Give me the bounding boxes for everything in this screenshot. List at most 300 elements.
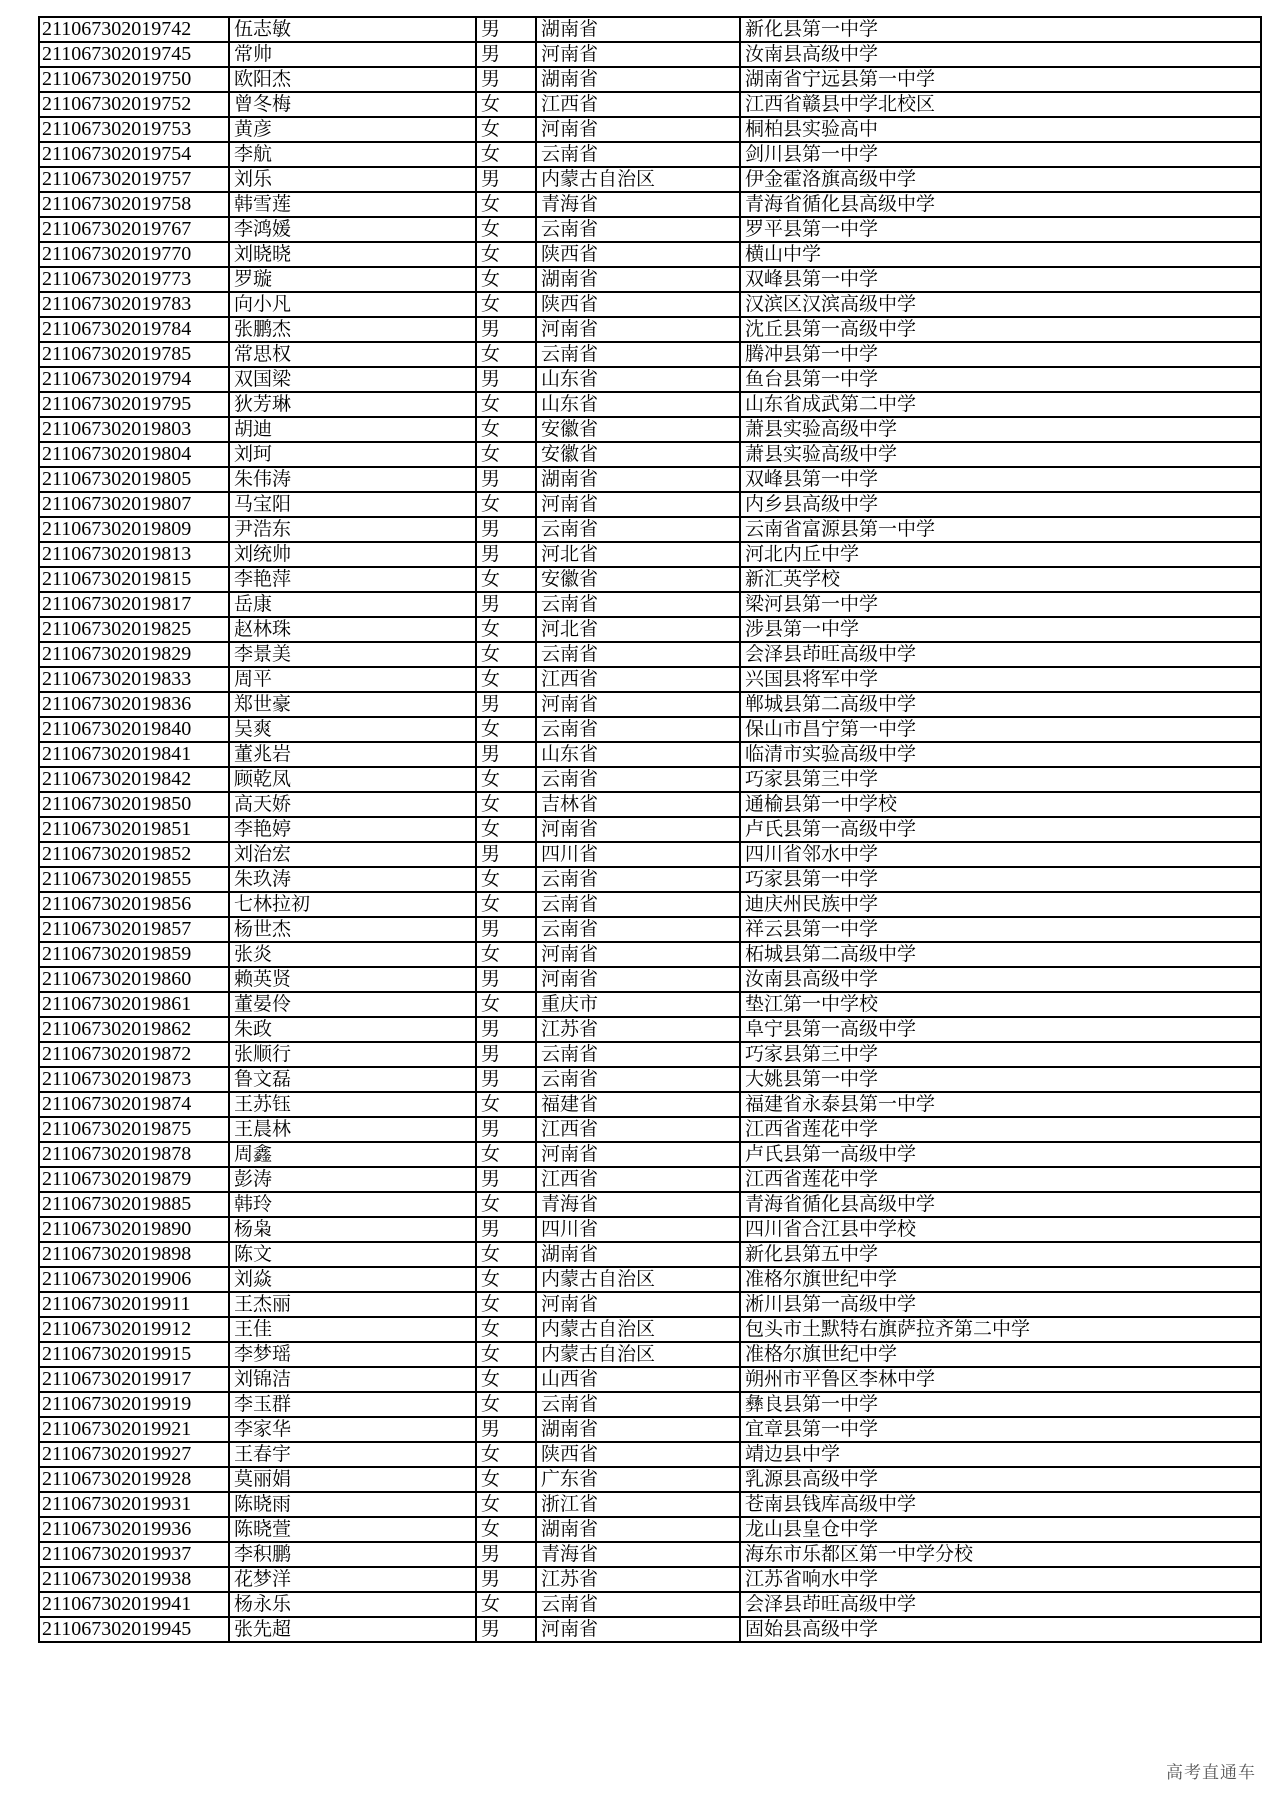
table-row [39,42,1261,67]
candidate-id-cell: 211067302019842 [39,767,229,792]
table-row [39,667,1261,692]
province-cell: 河南省 [536,817,740,842]
province-cell: 内蒙古自治区 [536,1267,740,1292]
province-cell: 河南省 [536,117,740,142]
table-row [39,1142,1261,1167]
candidate-id-cell: 211067302019937 [39,1542,229,1567]
school-cell: 保山市昌宁第一中学 [740,717,1261,742]
student-name-cell: 常思权 [229,342,476,367]
roster-body [39,17,1261,1642]
province-cell: 河南省 [536,967,740,992]
school-cell: 新化县第一中学 [740,17,1261,42]
table-row [39,467,1261,492]
gender-cell: 女 [476,1467,536,1492]
gender-cell: 女 [476,892,536,917]
gender-cell: 女 [476,142,536,167]
gender-cell: 女 [476,1292,536,1317]
province-cell: 云南省 [536,1392,740,1417]
table-row [39,817,1261,842]
table-row [39,1042,1261,1067]
candidate-id-cell: 211067302019855 [39,867,229,892]
gender-cell: 男 [476,67,536,92]
province-cell: 云南省 [536,867,740,892]
gender-cell: 女 [476,1142,536,1167]
gender-cell: 男 [476,42,536,67]
gender-cell: 男 [476,1217,536,1242]
candidate-id-cell: 211067302019773 [39,267,229,292]
candidate-id-cell: 211067302019785 [39,342,229,367]
gender-cell: 女 [476,867,536,892]
student-name-cell: 李积鹏 [229,1542,476,1567]
gender-cell: 女 [476,1342,536,1367]
student-name-cell: 李梦瑶 [229,1342,476,1367]
gender-cell: 男 [476,1017,536,1042]
candidate-id-cell: 211067302019804 [39,442,229,467]
gender-cell: 男 [476,842,536,867]
table-row [39,92,1261,117]
province-cell: 内蒙古自治区 [536,1317,740,1342]
gender-cell: 女 [476,1392,536,1417]
gender-cell: 女 [476,567,536,592]
province-cell: 云南省 [536,642,740,667]
province-cell: 江苏省 [536,1567,740,1592]
province-cell: 河北省 [536,542,740,567]
candidate-id-cell: 211067302019752 [39,92,229,117]
school-cell: 会泽县茚旺高级中学 [740,1592,1261,1617]
student-name-cell: 董晏伶 [229,992,476,1017]
student-name-cell: 高天娇 [229,792,476,817]
province-cell: 云南省 [536,917,740,942]
table-row [39,1342,1261,1367]
school-cell: 垫江第一中学校 [740,992,1261,1017]
student-name-cell: 陈文 [229,1242,476,1267]
province-cell: 江西省 [536,667,740,692]
candidate-id-cell: 211067302019852 [39,842,229,867]
province-cell: 湖南省 [536,67,740,92]
gender-cell: 女 [476,617,536,642]
student-name-cell: 莫丽娟 [229,1467,476,1492]
table-row [39,867,1261,892]
table-row [39,1217,1261,1242]
province-cell: 云南省 [536,717,740,742]
candidate-id-cell: 211067302019885 [39,1192,229,1217]
gender-cell: 男 [476,517,536,542]
province-cell: 云南省 [536,142,740,167]
province-cell: 河南省 [536,317,740,342]
student-name-cell: 李艳萍 [229,567,476,592]
candidate-id-cell: 211067302019745 [39,42,229,67]
candidate-id-cell: 211067302019936 [39,1517,229,1542]
school-cell: 江西省莲花中学 [740,1117,1261,1142]
table-row [39,1417,1261,1442]
table-row [39,292,1261,317]
candidate-id-cell: 211067302019915 [39,1342,229,1367]
table-row [39,1517,1261,1542]
province-cell: 河南省 [536,1292,740,1317]
gender-cell: 女 [476,1492,536,1517]
student-name-cell: 张先超 [229,1617,476,1642]
province-cell: 江苏省 [536,1017,740,1042]
school-cell: 宜章县第一中学 [740,1417,1261,1442]
gender-cell: 男 [476,467,536,492]
school-cell: 双峰县第一中学 [740,267,1261,292]
gender-cell: 女 [476,1517,536,1542]
province-cell: 江西省 [536,1117,740,1142]
school-cell: 河北内丘中学 [740,542,1261,567]
school-cell: 罗平县第一中学 [740,217,1261,242]
table-row [39,742,1261,767]
province-cell: 青海省 [536,1542,740,1567]
table-row [39,1542,1261,1567]
table-row [39,117,1261,142]
school-cell: 郸城县第二高级中学 [740,692,1261,717]
student-name-cell: 李景美 [229,642,476,667]
candidate-id-cell: 211067302019878 [39,1142,229,1167]
province-cell: 四川省 [536,1217,740,1242]
student-name-cell: 尹浩东 [229,517,476,542]
province-cell: 陕西省 [536,1442,740,1467]
school-cell: 伊金霍洛旗高级中学 [740,167,1261,192]
province-cell: 云南省 [536,1592,740,1617]
student-name-cell: 郑世豪 [229,692,476,717]
province-cell: 内蒙古自治区 [536,167,740,192]
candidate-id-cell: 211067302019815 [39,567,229,592]
candidate-id-cell: 211067302019851 [39,817,229,842]
student-name-cell: 黄彦 [229,117,476,142]
province-cell: 河南省 [536,942,740,967]
province-cell: 陕西省 [536,242,740,267]
candidate-id-cell: 211067302019817 [39,592,229,617]
candidate-id-cell: 211067302019938 [39,1567,229,1592]
gender-cell: 男 [476,367,536,392]
student-name-cell: 陈晓萱 [229,1517,476,1542]
gender-cell: 女 [476,442,536,467]
table-row [39,1592,1261,1617]
gender-cell: 男 [476,742,536,767]
gender-cell: 女 [476,767,536,792]
table-row [39,1492,1261,1517]
student-name-cell: 鲁文磊 [229,1067,476,1092]
student-name-cell: 七林拉初 [229,892,476,917]
student-name-cell: 欧阳杰 [229,67,476,92]
school-cell: 巧家县第一中学 [740,867,1261,892]
gender-cell: 女 [476,717,536,742]
student-name-cell: 朱伟涛 [229,467,476,492]
school-cell: 彝良县第一中学 [740,1392,1261,1417]
table-row [39,1017,1261,1042]
candidate-id-cell: 211067302019862 [39,1017,229,1042]
gender-cell: 男 [476,1067,536,1092]
province-cell: 广东省 [536,1467,740,1492]
student-name-cell: 吴爽 [229,717,476,742]
gender-cell: 男 [476,917,536,942]
province-cell: 河南省 [536,1142,740,1167]
candidate-id-cell: 211067302019927 [39,1442,229,1467]
school-cell: 阜宁县第一高级中学 [740,1017,1261,1042]
table-row [39,1092,1261,1117]
student-name-cell: 刘焱 [229,1267,476,1292]
table-row [39,567,1261,592]
gender-cell: 女 [476,667,536,692]
gender-cell: 女 [476,1242,536,1267]
student-name-cell: 刘锦洁 [229,1367,476,1392]
province-cell: 吉林省 [536,792,740,817]
student-name-cell: 陈晓雨 [229,1492,476,1517]
gender-cell: 男 [476,1617,536,1642]
student-name-cell: 李航 [229,142,476,167]
gender-cell: 女 [476,117,536,142]
candidate-id-cell: 211067302019795 [39,392,229,417]
candidate-id-cell: 211067302019928 [39,1467,229,1492]
gender-cell: 女 [476,1367,536,1392]
student-name-cell: 罗璇 [229,267,476,292]
student-name-cell: 王佳 [229,1317,476,1342]
province-cell: 湖南省 [536,1242,740,1267]
student-name-cell: 刘统帅 [229,542,476,567]
province-cell: 重庆市 [536,992,740,1017]
school-cell: 内乡县高级中学 [740,492,1261,517]
gender-cell: 男 [476,967,536,992]
gender-cell: 女 [476,217,536,242]
school-cell: 淅川县第一高级中学 [740,1292,1261,1317]
candidate-id-cell: 211067302019873 [39,1067,229,1092]
school-cell: 靖边县中学 [740,1442,1261,1467]
student-name-cell: 刘治宏 [229,842,476,867]
candidate-id-cell: 211067302019861 [39,992,229,1017]
table-row [39,17,1261,42]
school-cell: 固始县高级中学 [740,1617,1261,1642]
school-cell: 青海省循化县高级中学 [740,1192,1261,1217]
province-cell: 云南省 [536,767,740,792]
table-row [39,342,1261,367]
candidate-id-cell: 211067302019890 [39,1217,229,1242]
gender-cell: 女 [476,492,536,517]
school-cell: 福建省永泰县第一中学 [740,1092,1261,1117]
student-name-cell: 伍志敏 [229,17,476,42]
gender-cell: 女 [476,417,536,442]
school-cell: 会泽县茚旺高级中学 [740,642,1261,667]
candidate-id-cell: 211067302019941 [39,1592,229,1617]
school-cell: 巧家县第三中学 [740,767,1261,792]
table-row [39,392,1261,417]
student-name-cell: 杨世杰 [229,917,476,942]
school-cell: 朔州市平鲁区李林中学 [740,1367,1261,1392]
table-row [39,242,1261,267]
gender-cell: 女 [476,1592,536,1617]
candidate-id-cell: 211067302019919 [39,1392,229,1417]
table-row [39,217,1261,242]
province-cell: 湖南省 [536,1417,740,1442]
school-cell: 新汇英学校 [740,567,1261,592]
table-row [39,1467,1261,1492]
student-name-cell: 李鸿媛 [229,217,476,242]
candidate-id-cell: 211067302019872 [39,1042,229,1067]
table-row [39,417,1261,442]
student-name-cell: 周平 [229,667,476,692]
table-row [39,67,1261,92]
school-cell: 龙山县皇仓中学 [740,1517,1261,1542]
gender-cell: 女 [476,992,536,1017]
candidate-id-cell: 211067302019809 [39,517,229,542]
candidate-id-cell: 211067302019856 [39,892,229,917]
table-row [39,967,1261,992]
gender-cell: 女 [476,1442,536,1467]
gender-cell: 男 [476,1417,536,1442]
province-cell: 安徽省 [536,442,740,467]
school-cell: 四川省邻水中学 [740,842,1261,867]
school-cell: 沈丘县第一高级中学 [740,317,1261,342]
gender-cell: 男 [476,692,536,717]
gender-cell: 女 [476,792,536,817]
candidate-id-cell: 211067302019825 [39,617,229,642]
student-name-cell: 曾冬梅 [229,92,476,117]
table-row [39,1267,1261,1292]
school-cell: 汉滨区汉滨高级中学 [740,292,1261,317]
candidate-id-cell: 211067302019879 [39,1167,229,1192]
admission-roster-table [38,16,1262,1643]
gender-cell: 女 [476,642,536,667]
candidate-id-cell: 211067302019850 [39,792,229,817]
province-cell: 云南省 [536,892,740,917]
school-cell: 祥云县第一中学 [740,917,1261,942]
candidate-id-cell: 211067302019770 [39,242,229,267]
student-name-cell: 赵林珠 [229,617,476,642]
table-row [39,892,1261,917]
table-row [39,592,1261,617]
school-cell: 梁河县第一中学 [740,592,1261,617]
province-cell: 安徽省 [536,417,740,442]
student-name-cell: 张鹏杰 [229,317,476,342]
table-row [39,942,1261,967]
student-name-cell: 刘晓晓 [229,242,476,267]
student-name-cell: 胡迪 [229,417,476,442]
table-row [39,542,1261,567]
gender-cell: 男 [476,1167,536,1192]
gender-cell: 女 [476,942,536,967]
province-cell: 湖南省 [536,17,740,42]
table-row [39,442,1261,467]
student-name-cell: 王杰丽 [229,1292,476,1317]
school-cell: 鱼台县第一中学 [740,367,1261,392]
school-cell: 卢氏县第一高级中学 [740,817,1261,842]
province-cell: 河南省 [536,492,740,517]
gender-cell: 女 [476,392,536,417]
province-cell: 云南省 [536,1067,740,1092]
school-cell: 腾冲县第一中学 [740,342,1261,367]
student-name-cell: 李艳婷 [229,817,476,842]
student-name-cell: 朱政 [229,1017,476,1042]
table-row [39,1192,1261,1217]
table-row [39,617,1261,642]
table-row [39,1367,1261,1392]
student-name-cell: 李家华 [229,1417,476,1442]
watermark: 高考直通车 [1166,1763,1256,1783]
candidate-id-cell: 211067302019833 [39,667,229,692]
school-cell: 山东省成武第二中学 [740,392,1261,417]
school-cell: 巧家县第三中学 [740,1042,1261,1067]
student-name-cell: 刘珂 [229,442,476,467]
province-cell: 云南省 [536,517,740,542]
school-cell: 横山中学 [740,242,1261,267]
gender-cell: 男 [476,167,536,192]
table-row [39,1617,1261,1642]
student-name-cell: 王苏钰 [229,1092,476,1117]
table-row [39,717,1261,742]
candidate-id-cell: 211067302019875 [39,1117,229,1142]
student-name-cell: 李玉群 [229,1392,476,1417]
school-cell: 涉县第一中学 [740,617,1261,642]
candidate-id-cell: 211067302019758 [39,192,229,217]
gender-cell: 女 [476,1267,536,1292]
school-cell: 双峰县第一中学 [740,467,1261,492]
table-row [39,842,1261,867]
province-cell: 江西省 [536,1167,740,1192]
school-cell: 江西省赣县中学北校区 [740,92,1261,117]
table-row [39,767,1261,792]
school-cell: 大姚县第一中学 [740,1067,1261,1092]
province-cell: 河北省 [536,617,740,642]
table-row [39,642,1261,667]
gender-cell: 女 [476,292,536,317]
province-cell: 湖南省 [536,467,740,492]
province-cell: 福建省 [536,1092,740,1117]
table-row [39,142,1261,167]
province-cell: 陕西省 [536,292,740,317]
student-name-cell: 岳康 [229,592,476,617]
school-cell: 湖南省宁远县第一中学 [740,67,1261,92]
gender-cell: 女 [476,242,536,267]
gender-cell: 女 [476,342,536,367]
candidate-id-cell: 211067302019803 [39,417,229,442]
school-cell: 江苏省响水中学 [740,1567,1261,1592]
province-cell: 安徽省 [536,567,740,592]
school-cell: 通榆县第一中学校 [740,792,1261,817]
school-cell: 青海省循化县高级中学 [740,192,1261,217]
school-cell: 汝南县高级中学 [740,967,1261,992]
table-row [39,267,1261,292]
gender-cell: 女 [476,267,536,292]
gender-cell: 女 [476,1317,536,1342]
school-cell: 四川省合江县中学校 [740,1217,1261,1242]
province-cell: 浙江省 [536,1492,740,1517]
candidate-id-cell: 211067302019874 [39,1092,229,1117]
school-cell: 新化县第五中学 [740,1242,1261,1267]
gender-cell: 男 [476,317,536,342]
table-row [39,167,1261,192]
student-name-cell: 向小凡 [229,292,476,317]
province-cell: 山东省 [536,392,740,417]
student-name-cell: 常帅 [229,42,476,67]
gender-cell: 男 [476,17,536,42]
candidate-id-cell: 211067302019805 [39,467,229,492]
candidate-id-cell: 211067302019931 [39,1492,229,1517]
candidate-id-cell: 211067302019829 [39,642,229,667]
province-cell: 四川省 [536,842,740,867]
candidate-id-cell: 211067302019911 [39,1292,229,1317]
student-name-cell: 张顺行 [229,1042,476,1067]
province-cell: 江西省 [536,92,740,117]
school-cell: 准格尔旗世纪中学 [740,1267,1261,1292]
school-cell: 兴国县将军中学 [740,667,1261,692]
student-name-cell: 张炎 [229,942,476,967]
table-row [39,1242,1261,1267]
province-cell: 湖南省 [536,267,740,292]
gender-cell: 女 [476,1192,536,1217]
table-row [39,1392,1261,1417]
student-name-cell: 王晨林 [229,1117,476,1142]
candidate-id-cell: 211067302019857 [39,917,229,942]
school-cell: 迪庆州民族中学 [740,892,1261,917]
